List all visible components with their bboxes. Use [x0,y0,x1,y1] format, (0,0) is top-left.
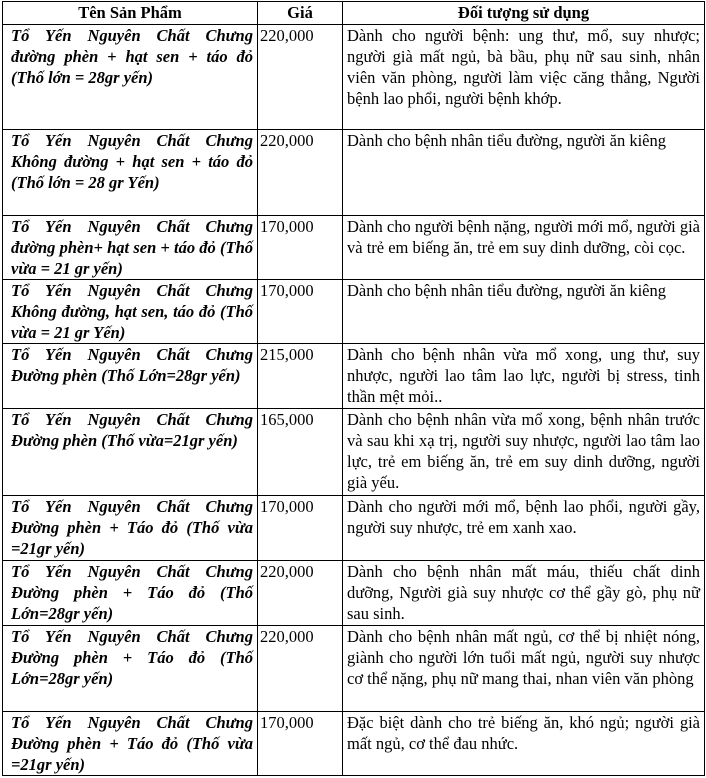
product-price: 215,000 [258,344,343,409]
product-name: Tổ Yến Nguyên Chất Chưng Không đường + hạt sen + táo đỏ (Thố lớn = 28 gr Yến) [3,130,258,216]
product-name: Tổ Yến Nguyên Chất Chưng Đường phèn (Thố vừa=21gr yến) [3,409,258,496]
product-name: Tổ Yến Nguyên Chất Chưng đường phèn+ hạt sen + táo đỏ (Thố vừa = 21 gr yến) [3,216,258,280]
product-target: Dành cho bệnh nhân mất ngủ, cơ thể bị nhiệt nóng, giành cho người lớn tuổi mất ngủ, người suy nhược cơ thể nặng, phụ nữ mang thai, nhan viên văn phòng [343,626,705,712]
table-row [3,496,705,561]
table-row [3,344,705,409]
product-target: Dành cho người bệnh nặng, người mới mổ, người già và trẻ em biếng ăn, trẻ em suy dinh dưỡng, còi cọc. [343,216,705,280]
product-target: Dành cho bệnh nhân vừa mổ xong, bệnh nhân trước và sau khi xạ trị, người suy nhược, người lao tâm lao lực, trẻ em biếng ăn, trẻ em suy dinh dưỡng, người già yếu. [343,409,705,496]
product-name: Tổ Yến Nguyên Chất Chưng Đường phèn + Táo đỏ (Thố vừa =21gr yến) [3,712,258,776]
table-row [3,561,705,626]
table-row [3,25,705,130]
product-price: 170,000 [258,280,343,344]
header-row [3,2,705,25]
table-row [3,280,705,344]
product-target: Dành cho người bệnh: ung thư, mổ, suy nhược; người già mất ngủ, bà bầu, phụ nữ sau sinh, nhân viên văn phòng, người làm việc căng thẳng, Người bệnh lao phổi, người bệnh khớp. [343,25,705,130]
product-name: Tổ Yến Nguyên Chất Chưng Đường phèn + Táo đỏ (Thố Lớn=28gr yến) [3,626,258,712]
product-table [2,1,705,776]
product-target: Dành cho bệnh nhân vừa mổ xong, ung thư, suy nhược, người lao tâm lao lực, người bị stress, tinh thần mệt mỏi.. [343,344,705,409]
product-name: Tổ Yến Nguyên Chất Chưng Đường phèn (Thố Lớn=28gr yến) [3,344,258,409]
table-row [3,712,705,776]
product-target: Dành cho người mới mổ, bệnh lao phổi, người gầy, người suy nhược, trẻ em xanh xao. [343,496,705,561]
product-price: 165,000 [258,409,343,496]
product-target: Dành cho bệnh nhân mất máu, thiếu chất dinh dưỡng, Người già suy nhược cơ thể gầy gò, phụ nữ sau sinh. [343,561,705,626]
header-name: Tên Sản Phẩm [3,2,258,25]
product-price: 170,000 [258,216,343,280]
product-target: Đặc biệt dành cho trẻ biếng ăn, khó ngủ; người già mất ngủ, cơ thể đau nhức. [343,712,705,776]
table-row [3,409,705,496]
product-price: 220,000 [258,130,343,216]
product-price: 220,000 [258,25,343,130]
product-target: Dành cho bệnh nhân tiểu đường, người ăn kiêng [343,280,705,344]
product-price: 220,000 [258,626,343,712]
table-row [3,130,705,216]
product-name: Tổ Yến Nguyên Chất Chưng Không đường, hạt sen, táo đỏ (Thố vừa = 21 gr Yến) [3,280,258,344]
product-price: 220,000 [258,561,343,626]
table-row [3,216,705,280]
table-row [3,626,705,712]
product-name: Tổ Yến Nguyên Chất Chưng đường phèn + hạt sen + táo đỏ (Thố lớn = 28gr yến) [3,25,258,130]
header-target: Đối tượng sử dụng [343,2,705,25]
product-name: Tổ Yến Nguyên Chất Chưng Đường phèn + Táo đỏ (Thố vừa =21gr yến) [3,496,258,561]
product-price: 170,000 [258,712,343,776]
header-price: Giá [258,2,343,25]
product-name: Tổ Yến Nguyên Chất Chưng Đường phèn + Táo đỏ (Thố Lớn=28gr yến) [3,561,258,626]
product-price: 170,000 [258,496,343,561]
product-target: Dành cho bệnh nhân tiểu đường, người ăn kiêng [343,130,705,216]
